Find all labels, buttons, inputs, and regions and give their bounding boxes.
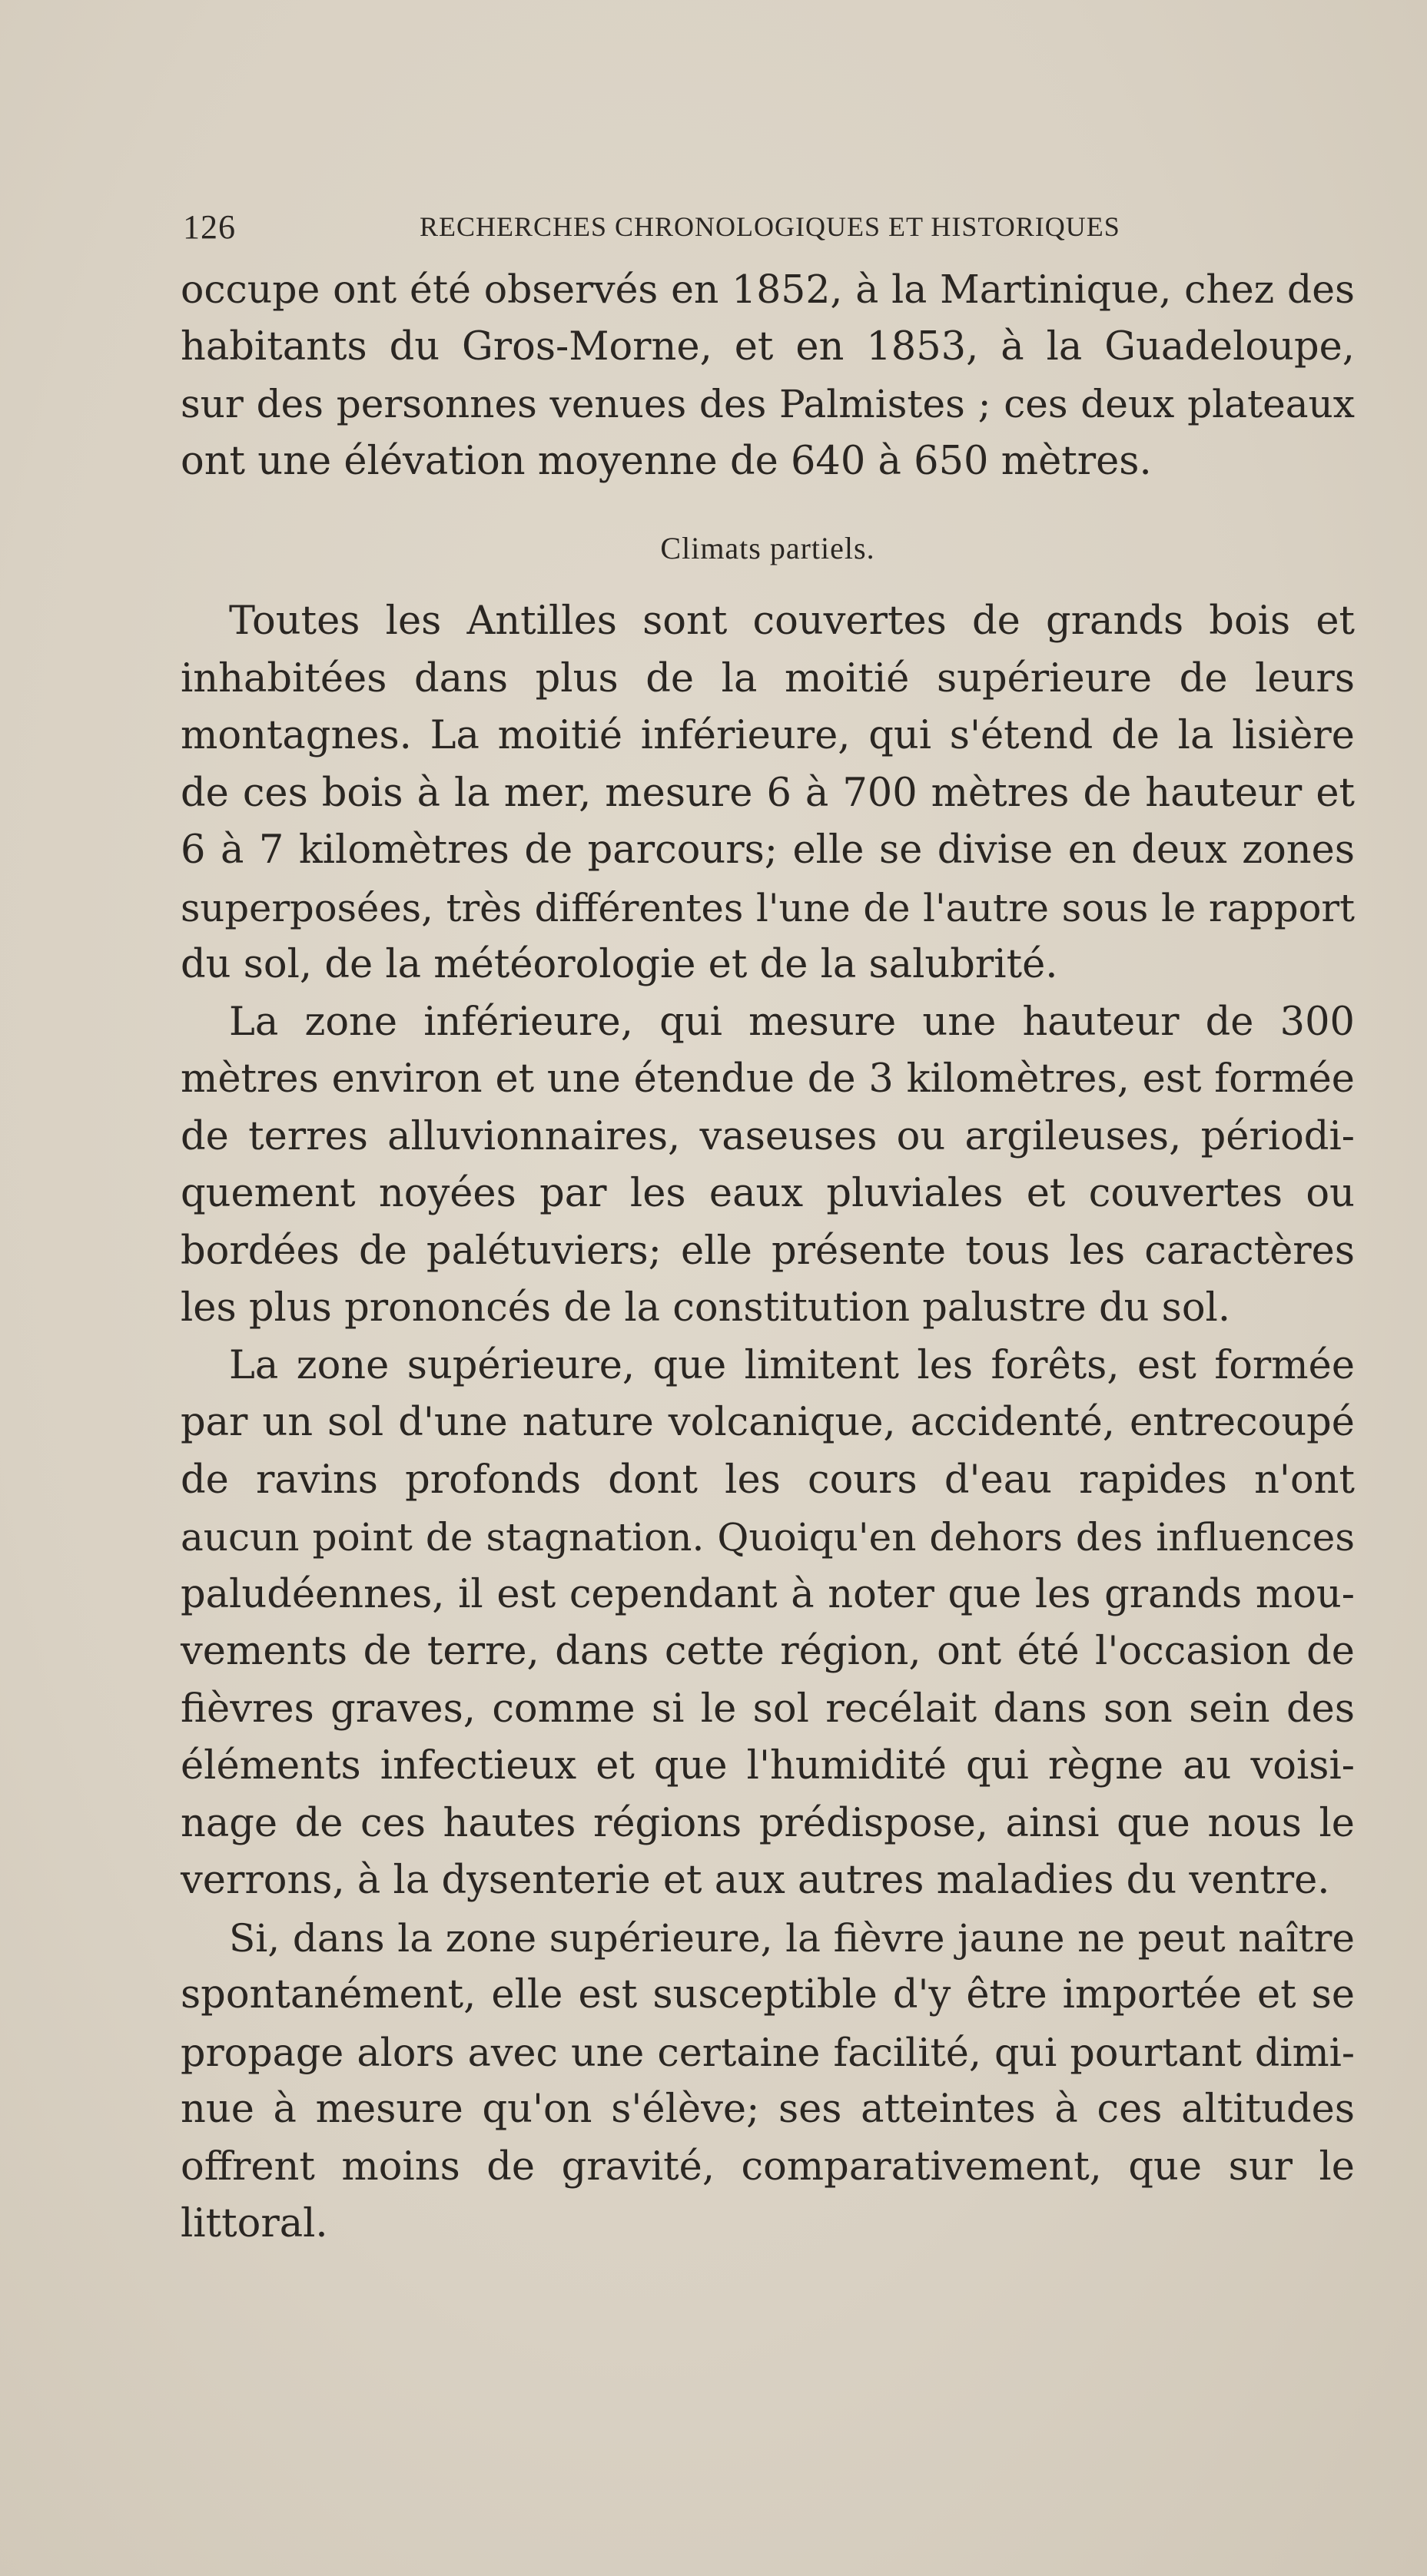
text-line: aucun point de stagnation. Quoiqu'en dehors des influences	[181, 1515, 1355, 1560]
text-line: éléments infectieux et que l'humidité qui règne au voisi-	[181, 1743, 1355, 1789]
text-line: habitants du Gros-Morne, et en 1853, à la Guadeloupe,	[181, 323, 1355, 370]
text-line: nue à mesure qu'on s'élève; ses atteintes à ces altitudes	[181, 2087, 1355, 2132]
text-line: Toutes les Antilles sont couvertes de grands bois et	[229, 598, 1355, 644]
text-line: littoral.	[181, 2201, 328, 2246]
text-line: 6 à 7 kilomètres de parcours; elle se divise en deux zones	[181, 827, 1355, 873]
text-line: vements de terre, dans cette région, ont été l'occasion de	[181, 1629, 1355, 1674]
section-heading: Climats partiels.	[660, 531, 875, 565]
intro-paragraph	[181, 261, 1355, 490]
text-line: de terres alluvionnaires, vaseuses ou argileuses, périodi-	[181, 1113, 1355, 1159]
text-line: par un sol d'une nature volcanique, accidenté, entrecoupé	[181, 1400, 1355, 1445]
text-block	[181, 261, 1355, 2246]
text-line: bordées de palétuviers; elle présente tous les caractères	[181, 1228, 1355, 1274]
running-header	[183, 207, 1182, 254]
text-line: quement noyées par les eaux pluviales et couvertes ou	[181, 1171, 1355, 1216]
page-number: 126	[183, 208, 236, 246]
text-line: verrons, à la dysenterie et aux autres maladies du ventre.	[181, 1858, 1330, 1903]
text-line: occupe ont été observés en 1852, à la Martinique, chez des	[181, 267, 1355, 312]
text-line: nage de ces hautes régions prédispose, ainsi que nous le	[181, 1800, 1355, 1846]
text-line: offrent moins de gravité, comparativement, que sur le	[181, 2143, 1355, 2190]
text-line: Si, dans la zone supérieure, la fièvre jaune ne peut naître	[229, 1915, 1355, 1961]
text-line: ont une élévation moyenne de 640 à 650 mètres.	[181, 438, 1152, 484]
text-line: La zone supérieure, que limitent les forêts, est formée	[229, 1342, 1355, 1388]
section-body	[181, 593, 1355, 2253]
text-line: de ravins profonds dont les cours d'eau rapides n'ont	[181, 1457, 1355, 1503]
text-line: du sol, de la météorologie et de la salubrité.	[181, 942, 1058, 987]
running-title: RECHERCHES CHRONOLOGIQUES ET HISTORIQUES	[420, 211, 1120, 242]
text-line: spontanément, elle est susceptible d'y être importée et se	[181, 1972, 1355, 2017]
text-line: fièvres graves, comme si le sol recélait dans son sein des	[181, 1686, 1355, 1732]
text-line: inhabitées dans plus de la moitié supérieure de leurs	[181, 655, 1355, 701]
text-line: montagnes. La moitié inférieure, qui s'étend de la lisière	[181, 713, 1355, 758]
text-line: superposées, très différentes l'une de l'autre sous le rapport	[181, 885, 1355, 930]
text-line: La zone inférieure, qui mesure une hauteur de 300	[229, 999, 1355, 1045]
text-line: les plus prononcés de la constitution palustre du sol.	[181, 1285, 1231, 1331]
text-line: paludéennes, il est cependant à noter que les grands mou-	[181, 1571, 1355, 1617]
text-line: propage alors avec une certaine facilité, qui pourtant dimi-	[181, 2029, 1355, 2075]
text-line: de ces bois à la mer, mesure 6 à 700 mètres de hauteur et	[181, 770, 1355, 816]
text-line: sur des personnes venues des Palmistes ; ces deux plateaux	[181, 382, 1355, 426]
text-line: mètres environ et une étendue de 3 kilomètres, est formée	[181, 1056, 1355, 1102]
